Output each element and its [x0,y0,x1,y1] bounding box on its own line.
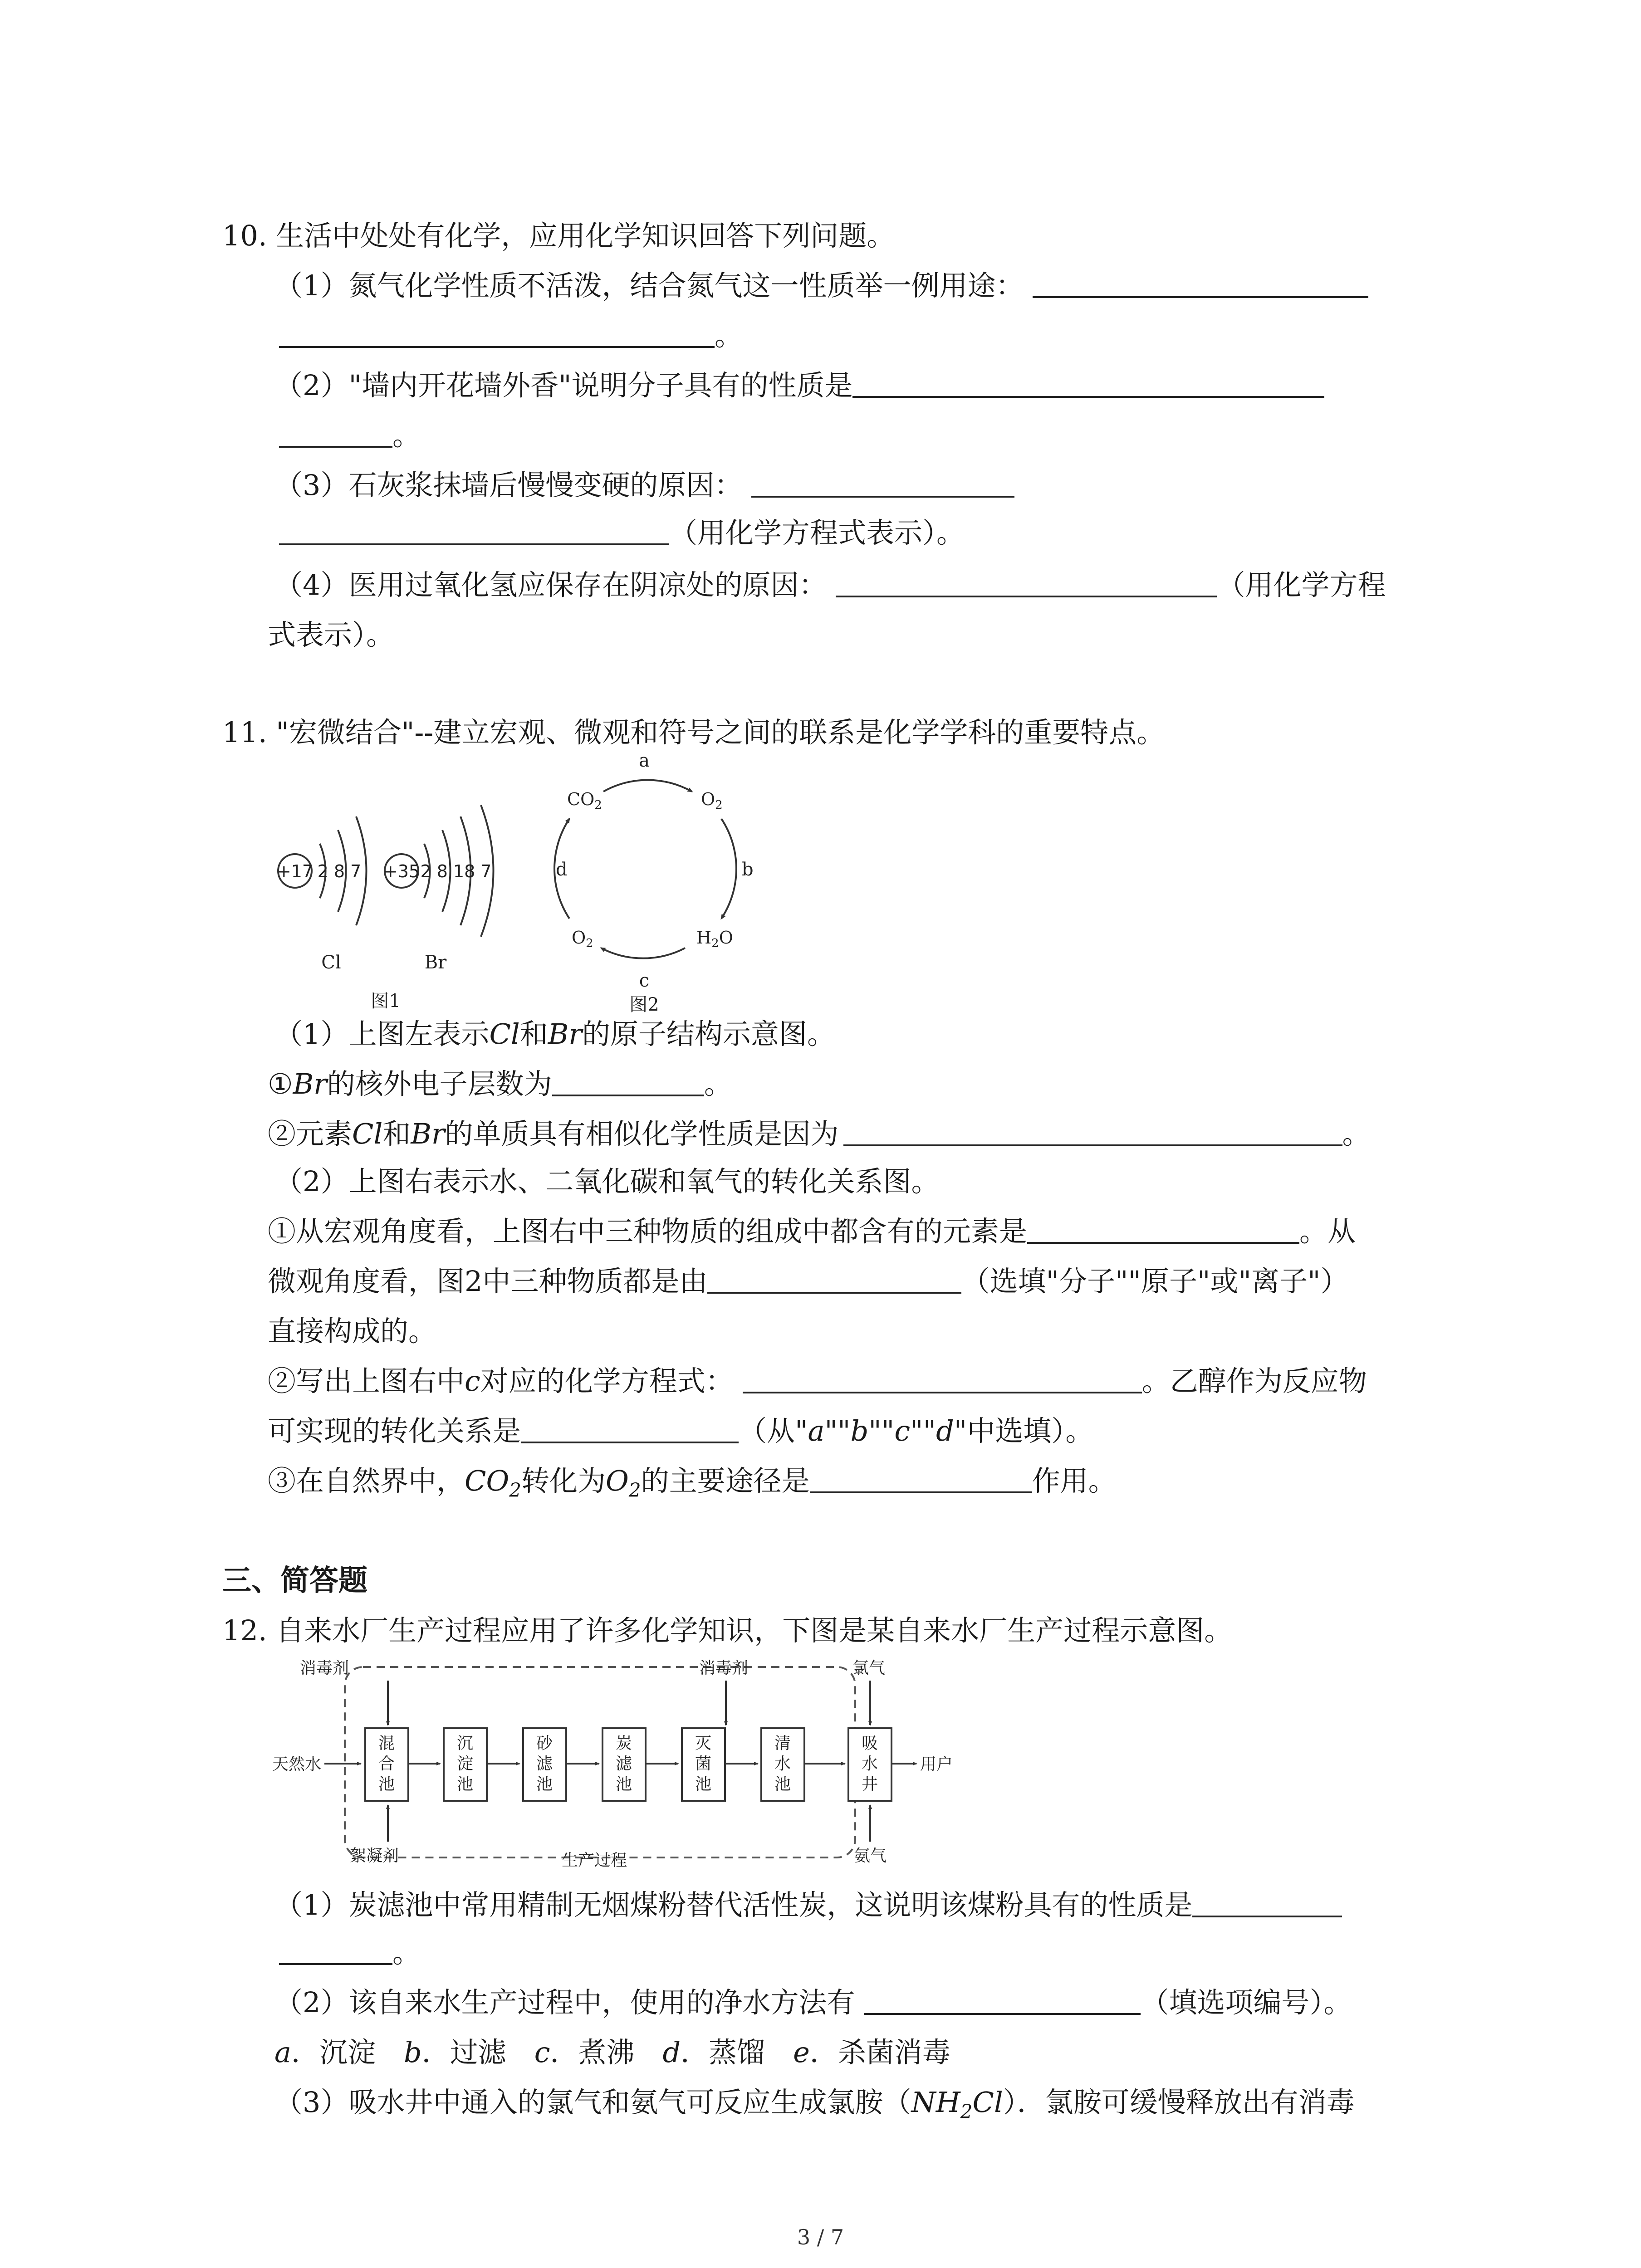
q10-part4: （4）医用过氧化氢应保存在阴凉处的原因： （用化学方程 [274,568,1386,601]
q12-part2: （2）该自来水生产过程中，使用的净水方法有 （填选项编号）。 [274,1986,1352,2019]
label-raw-water: 天然水 [272,1755,322,1774]
svg-text:井: 井 [861,1775,878,1794]
q11-part2-2a: ②写出上图右中c对应的化学方程式： 。乙醇作为反应物 [268,1364,1367,1398]
label-chlorine: 氯气 [852,1659,886,1677]
answer-blank[interactable] [843,1116,1342,1146]
q10-part2-cont: 。 [279,417,421,454]
svg-text:吸: 吸 [861,1734,878,1753]
q10-part4-cont: 式表示）。 [268,618,395,651]
node-o2-bottom-left: $O_2$ [572,928,593,950]
answer-blank[interactable] [751,468,1014,498]
q11-stem: 11. "宏微结合"--建立宏观、微观和符号之间的联系是化学学科的重要特点。 [222,716,1165,749]
svg-text:混: 混 [378,1734,395,1753]
cycle-arrow-b [721,819,736,919]
cycle-label-d: d [556,859,568,880]
q12-options: a．沉淀 b．过滤 c．煮沸 d．蒸馏 e．杀菌消毒 [274,2036,950,2069]
cycle-label-a: a [639,750,650,771]
page-number: 3 / 7 [797,2225,844,2249]
tank-sterilization [682,1728,725,1801]
answer-blank[interactable] [279,1935,392,1965]
svg-text:水: 水 [861,1755,878,1773]
cycle-label-c: c [639,970,650,991]
answer-blank[interactable] [852,368,1324,398]
node-o2-top-right: $O_2$ [701,789,723,812]
answer-blank[interactable] [279,515,669,545]
svg-text:池: 池 [695,1775,712,1794]
tank-clear-water [761,1728,804,1801]
q10-part3-cont: （用化学方程式表示）。 [279,515,965,551]
label-coagulant: 絮凝剂 [349,1847,399,1865]
answer-blank[interactable] [1027,1214,1299,1244]
svg-text:池: 池 [378,1775,395,1794]
answer-blank[interactable] [279,418,392,448]
tank-suction-well [848,1728,892,1801]
q11-part2-3: ③在自然界中，$CO_2$转化为$O_2$的主要途径是 作用。 [268,1464,1117,1501]
label-disinfectant-2: 消毒剂 [699,1659,749,1677]
q10-part1-cont: 。 [279,318,743,354]
label-ammonia: 氨气 [853,1847,887,1865]
tank-sedimentation [444,1728,487,1801]
q11-figure-2-conversion-cycle [535,744,789,1016]
answer-blank[interactable] [836,567,1217,597]
svg-text:清: 清 [774,1734,791,1753]
q11-figure-1-atom-structures [268,762,549,1016]
answer-blank[interactable] [521,1413,739,1443]
svg-text:滤: 滤 [615,1755,632,1773]
q12-stem: 12. 自来水厂生产过程应用了许多化学知识，下图是某自来水厂生产过程示意图。 [222,1614,1233,1647]
answer-blank[interactable] [279,318,715,348]
answer-blank[interactable] [1033,268,1368,298]
svg-text:淀: 淀 [456,1755,474,1773]
svg-text:池: 池 [536,1775,553,1794]
cl-nucleus-charge: +17 [276,861,314,881]
answer-blank[interactable] [707,1264,961,1294]
q11-part2-2b: 可实现的转化关系是 （从"a""b""c""d"中选填）。 [268,1414,1094,1447]
node-h2o: $H_2O$ [696,928,733,950]
svg-text:沉: 沉 [456,1734,474,1753]
figure-1-caption: 图1 [371,991,401,1012]
answer-blank[interactable] [1192,1887,1342,1917]
q10-stem: 10. 生活中处处有化学，应用化学知识回答下列问题。 [222,219,895,252]
svg-text:滤: 滤 [536,1755,553,1773]
tank-carbon-filter [603,1728,646,1801]
cycle-arrow-a [603,780,692,792]
node-co2: $CO_2$ [567,789,602,812]
q11-part1-1: ①Br的核外电子层数为 。 [268,1067,732,1100]
svg-text:菌: 菌 [695,1755,712,1773]
svg-text:池: 池 [615,1775,632,1794]
q12-part1: （1）炭滤池中常用精制无烟煤粉替代活性炭，这说明该煤粉具有的性质是 [274,1887,1342,1923]
svg-text:炭: 炭 [615,1734,632,1753]
q11-part1: （1）上图左表示Cl和Br的原子结构示意图。 [274,1017,835,1051]
q11-part2-1b: 微观角度看，图2中三种物质都是由 （选填"分子""原子"或"离子"） [268,1265,1349,1298]
svg-text:砂: 砂 [536,1734,553,1753]
svg-text:池: 池 [774,1775,791,1794]
q11-part2-1c: 直接构成的。 [268,1315,437,1348]
q11-part1-2: ②元素Cl和Br的单质具有相似化学性质是因为 。 [268,1117,1371,1150]
label-user: 用户 [920,1755,953,1774]
label-production-process: 生产过程 [561,1851,627,1870]
answer-blank[interactable] [864,1985,1141,2015]
q10-part2: （2）"墙内开花墙外香"说明分子具有的性质是 [274,367,1324,404]
svg-text:灭: 灭 [695,1734,712,1753]
tank-mixing [365,1728,408,1801]
q12-part1-cont: 。 [279,1935,421,1971]
answer-blank[interactable] [743,1364,1142,1393]
q10-part3: （3）石灰浆抹墙后慢慢变硬的原因： [274,467,1014,503]
q11-part2: （2）上图右表示水、二氧化碳和氧气的转化关系图。 [274,1165,940,1198]
cl-symbol: Cl [321,952,341,973]
answer-blank[interactable] [810,1463,1032,1493]
svg-text:池: 池 [456,1775,474,1794]
q10-part1: （1）氮气化学性质不活泼，结合氮气这一性质举一例用途： [274,268,1368,304]
svg-text:水: 水 [774,1755,791,1773]
figure-2-caption: 图2 [629,994,659,1015]
tank-sand-filter [523,1728,566,1801]
q12-part3: （3）吸水井中通入的氯气和氨气可反应生成氯胺$(NH_2Cl)$．氯胺可缓慢释放出有消毒 [274,2086,1355,2123]
answer-blank[interactable] [552,1066,704,1096]
section-heading: 三、简答题 [222,1564,367,1598]
q11-part2-1a: ①从宏观角度看，上图右中三种物质的组成中都含有的元素是 。从 [268,1215,1356,1248]
br-symbol: Br [424,952,447,973]
br-shell-electrons: 2 8 18 7 [420,861,492,881]
cl-shell-electrons: 2 8 7 [317,861,362,881]
cycle-arrow-c [601,948,685,958]
svg-text:合: 合 [378,1755,395,1773]
cycle-label-b: b [742,859,754,880]
q12-water-treatment-diagram [272,1658,962,1871]
label-disinfectant-1: 消毒剂 [299,1659,349,1677]
br-nucleus-charge: +35 [383,861,420,881]
